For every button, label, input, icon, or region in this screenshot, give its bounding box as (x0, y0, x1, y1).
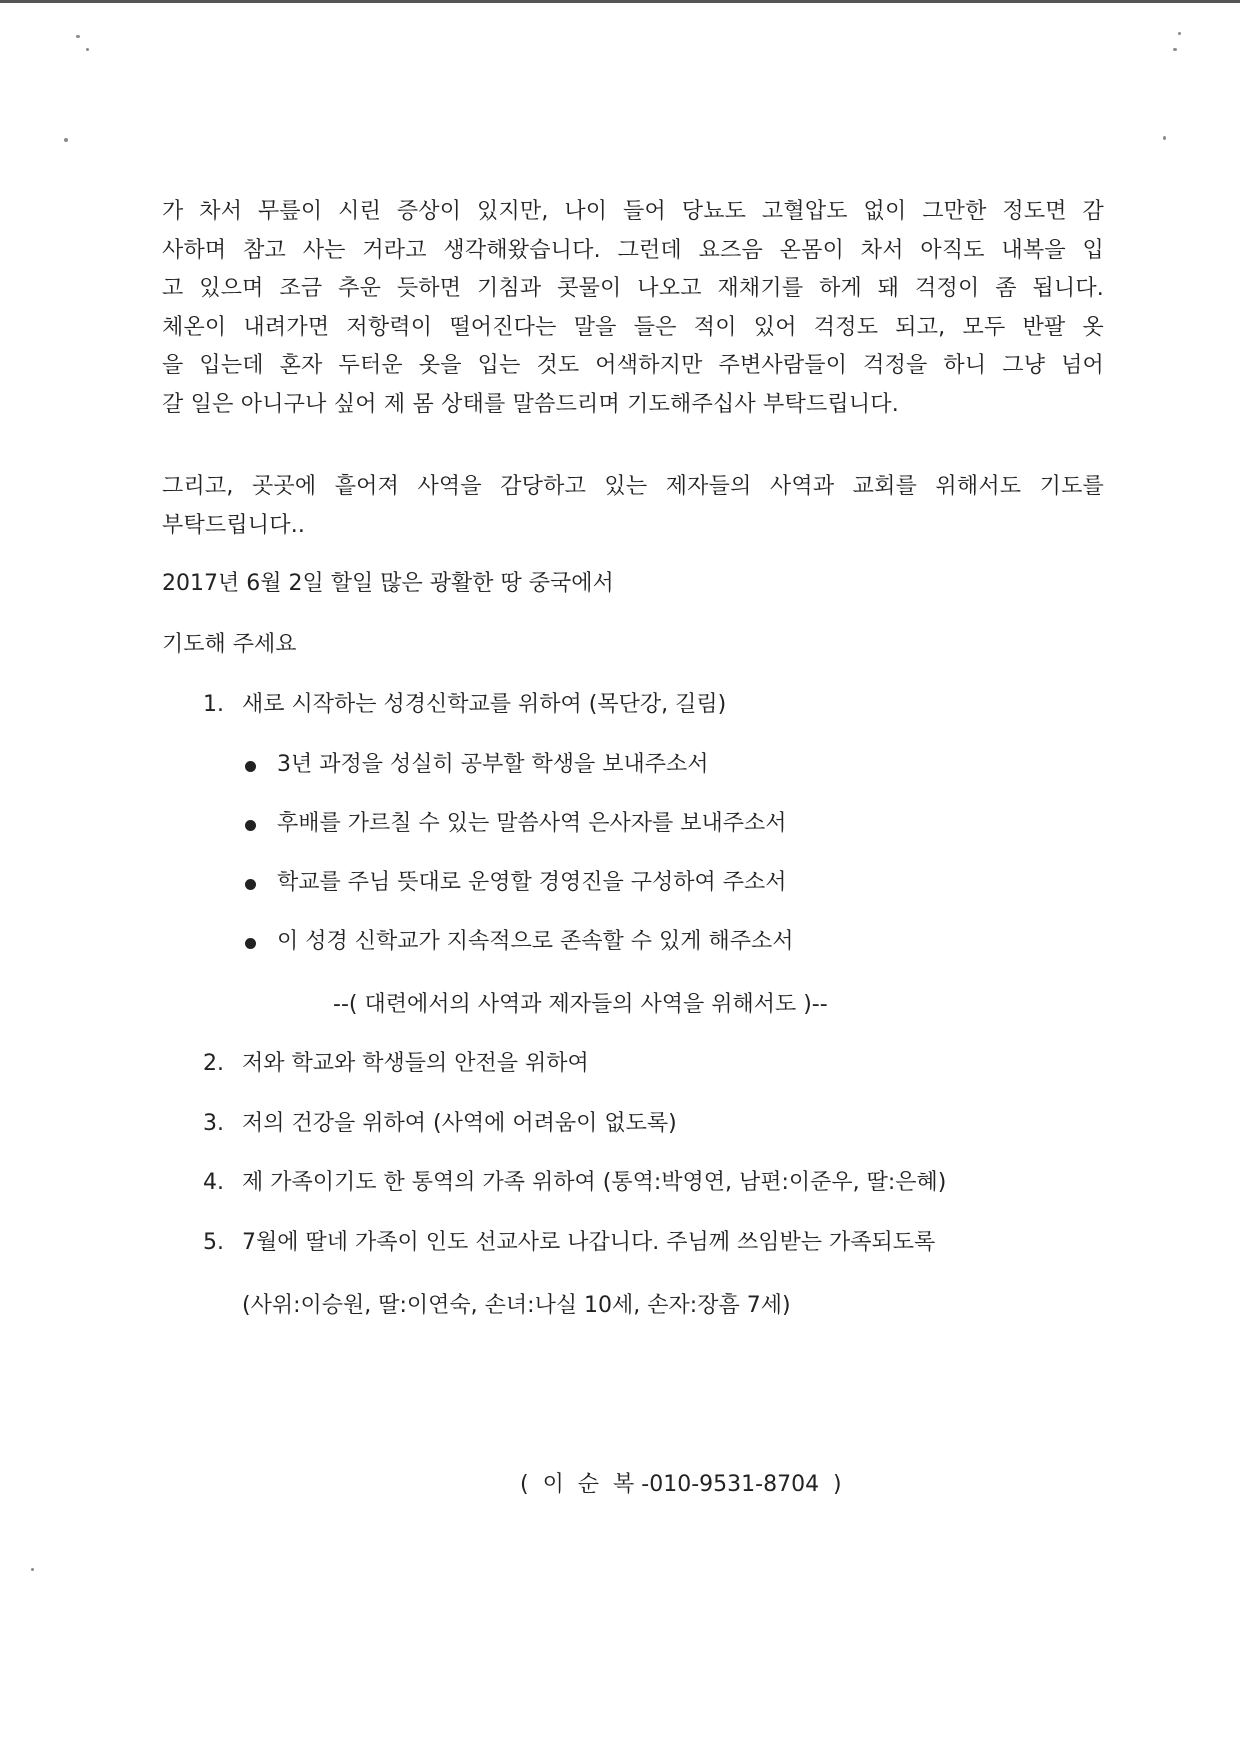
item-number: 2. (203, 1051, 224, 1076)
sub-bullet-text: 이 성경 신학교가 지속적으로 존속할 수 있게 해주소서 (277, 929, 794, 954)
scan-speck (86, 48, 89, 51)
item-number: 1. (203, 692, 224, 717)
item-5-continuation: (사위:이승원, 딸:이연숙, 손녀:나실 10세, 손자:장흠 7세) (242, 1293, 791, 1318)
item-text: 저와 학교와 학생들의 안전을 위하여 (242, 1051, 589, 1076)
item-text: 저의 건강을 위하여 (사역에 어려움이 없도록) (242, 1111, 677, 1136)
prayer-heading: 기도해 주세요 (162, 632, 297, 657)
paragraph-line: 부탁드립니다.. (162, 512, 306, 538)
paragraph-line: 가 차서 무릎이 시린 증상이 있지만, 나이 들어 당뇨도 고혈압도 없이 그만한 정도면 감 (162, 199, 1104, 224)
bullet-icon (245, 761, 256, 772)
item-number: 5. (203, 1230, 224, 1255)
bullet-icon (245, 820, 256, 831)
scan-speck (1163, 136, 1166, 140)
sub-bullet-text: 3년 과정을 성실히 공부할 학생을 보내주소서 (277, 752, 709, 777)
body-paragraph-disciples (162, 468, 1104, 545)
signature-contact: ( 이 순 복 -010-9531-8704 ) (520, 1472, 842, 1497)
body-paragraph-health (162, 193, 1104, 424)
item-number: 4. (203, 1170, 224, 1195)
bullet-icon (245, 938, 256, 949)
sub-note: --( 대련에서의 사역과 제자들의 사역을 위해서도 )-- (333, 992, 828, 1017)
scan-speck (31, 1568, 34, 1571)
paragraph-line: 고 있으며 조금 추운 듯하면 기침과 콧물이 나오고 재채기를 하게 돼 걱정이 좀 됩니다. (162, 276, 1104, 301)
scan-top-edge (0, 0, 1240, 3)
item-number: 3. (203, 1111, 224, 1136)
item-text: 제 가족이기도 한 통역의 가족 위하여 (통역:박영연, 남편:이준우, 딸:은혜) (242, 1170, 947, 1195)
date-line: 2017년 6월 2일 할일 많은 광활한 땅 중국에서 (162, 571, 614, 596)
item-text: 7월에 딸네 가족이 인도 선교사로 나갑니다. 주님께 쓰임받는 가족되도록 (242, 1230, 936, 1255)
paragraph-line: 을 입는데 혼자 두터운 옷을 입는 것도 어색하지만 주변사람들이 걱정을 하니 그냥 넘어 (162, 353, 1104, 378)
scan-speck (1178, 32, 1181, 35)
scan-speck (64, 138, 68, 142)
sub-bullet-text: 후배를 가르칠 수 있는 말씀사역 은사자를 보내주소서 (277, 811, 787, 836)
item-text: 새로 시작하는 성경신학교를 위하여 (목단강, 길림) (242, 692, 727, 717)
paragraph-line: 갈 일은 아니구나 싶어 제 몸 상태를 말씀드리며 기도해주십사 부탁드립니다. (162, 391, 899, 417)
paragraph-line: 사하며 참고 사는 거라고 생각해왔습니다. 그런데 요즈음 온몸이 차서 아직도 내복을 입 (162, 237, 1104, 263)
scan-speck (1173, 48, 1177, 51)
paragraph-line: 체온이 내려가면 저항력이 떨어진다는 말을 들은 적이 있어 걱정도 되고, 모두 반팔 옷 (162, 314, 1104, 340)
scan-speck (76, 35, 80, 38)
paragraph-line: 그리고, 곳곳에 흩어져 사역을 감당하고 있는 제자들의 사역과 교회를 위해서도 기도를 (162, 474, 1104, 499)
bullet-icon (245, 879, 256, 890)
sub-bullet-text: 학교를 주님 뜻대로 운영할 경영진을 구성하여 주소서 (277, 870, 787, 895)
